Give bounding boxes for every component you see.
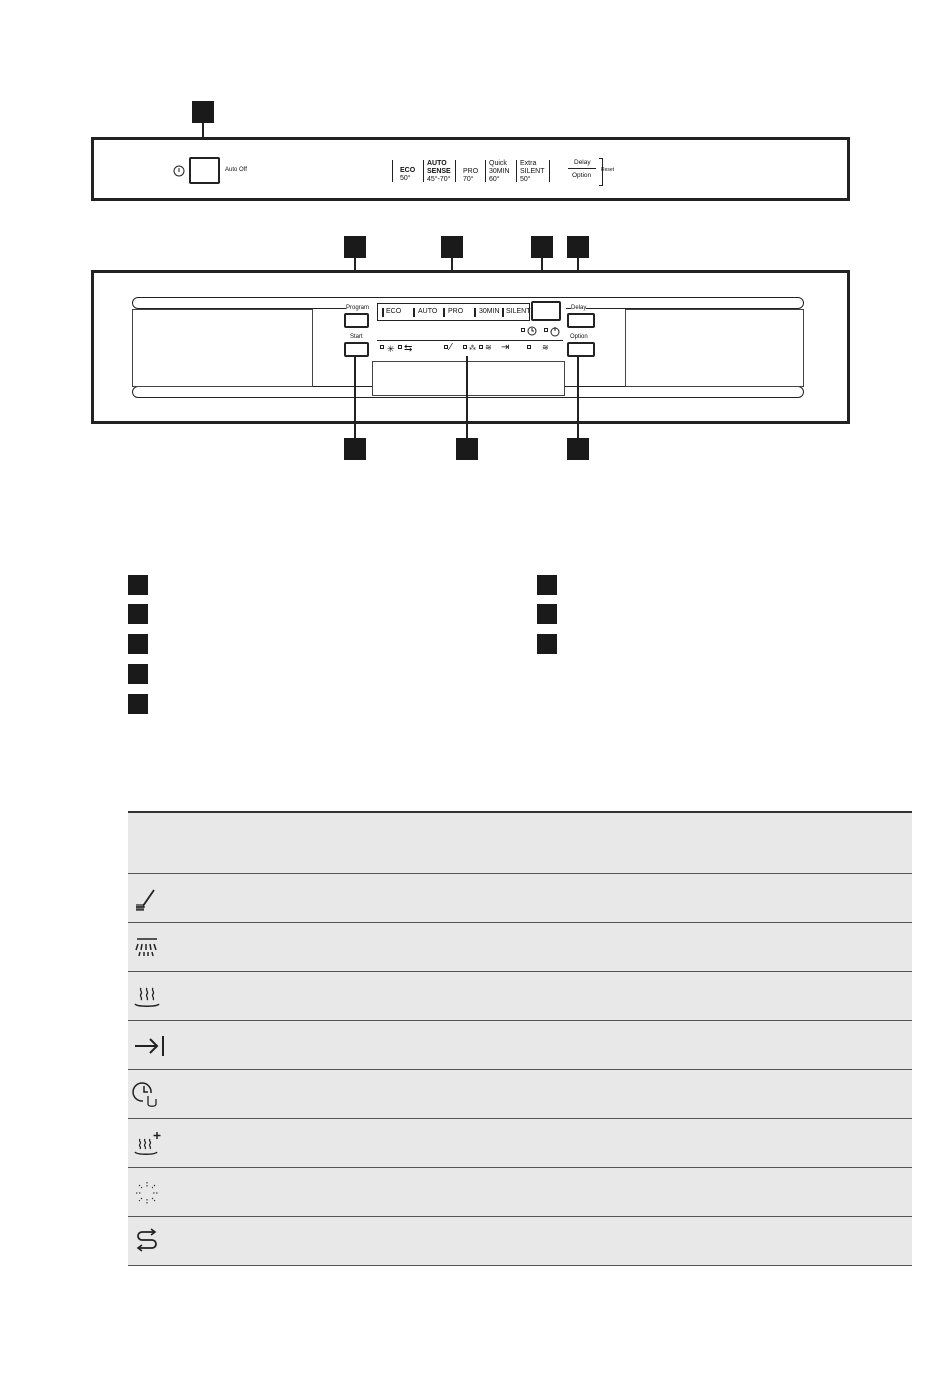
delay-label[interactable]: Delay: [574, 159, 591, 166]
legend-marker-3: [128, 634, 148, 654]
callout-leader-7: [466, 356, 468, 438]
legend-marker-4: [128, 664, 148, 684]
table-row: [128, 1119, 912, 1168]
control-panel-bottom: [91, 270, 850, 424]
table-row: [128, 1021, 912, 1070]
program-indicator-30min: [474, 308, 476, 317]
delay-option-divider: [568, 168, 596, 169]
program-quick-name: Quick 30MIN: [489, 160, 510, 175]
extra-dry-led: [527, 345, 531, 349]
right-window: [625, 309, 804, 387]
auto-off-label: Auto Off: [225, 167, 247, 173]
callout-marker-7: [456, 438, 478, 460]
callout-marker-4: [531, 236, 553, 258]
prewash-brush-icon: [132, 884, 162, 914]
program-pro-temp: 70°: [463, 176, 474, 183]
callout-marker-8: [567, 438, 589, 460]
callout-leader-8: [577, 355, 579, 438]
program-auto-sense[interactable]: [427, 160, 457, 184]
table-row: [128, 1070, 912, 1119]
program-quick-temp: 60°: [489, 176, 500, 183]
start-button-label: Start: [350, 334, 363, 340]
extra-dry-icon: ≋: [542, 343, 549, 352]
program-bar-pro: PRO: [448, 308, 464, 315]
program-separator: [392, 160, 393, 182]
program-quick[interactable]: [489, 160, 513, 184]
program-auto-sense-temp: 45°-70°: [427, 176, 451, 183]
program-separator: [549, 160, 550, 182]
drying-led: [479, 345, 483, 349]
program-separator: [455, 160, 456, 182]
program-bar-silent: SILENT: [506, 308, 531, 315]
salt-led: [398, 345, 402, 349]
timer-icon: [550, 326, 562, 338]
display-screen: [531, 301, 561, 321]
program-bar-auto: AUTO: [418, 308, 438, 315]
delay-clock-icon: [132, 1080, 162, 1110]
table-row: [128, 874, 912, 923]
option-button[interactable]: [567, 342, 595, 357]
callout-marker-1: [192, 101, 214, 123]
salt-regeneration-icon: ⇆: [404, 343, 413, 354]
program-indicator-pro: [443, 308, 445, 317]
reset-label: Reset: [601, 167, 615, 173]
program-bar-eco: ECO: [386, 308, 402, 315]
delay-button[interactable]: [567, 313, 595, 328]
program-indicator-bar: [377, 303, 530, 321]
program-extra-silent-name: Extra SILENT: [520, 160, 545, 175]
option-button-label: Option: [570, 334, 588, 340]
rinse-aid-led: [380, 345, 384, 349]
delay-clock-icon: [527, 326, 539, 338]
main-wash-spray-icon: ⁂: [469, 345, 476, 352]
callout-marker-5: [567, 236, 589, 258]
legend-marker-7: [537, 604, 557, 624]
callout-leader-6: [354, 355, 356, 438]
legend-marker-5: [128, 694, 148, 714]
program-pro[interactable]: [463, 168, 478, 184]
legend-marker-1: [128, 575, 148, 595]
program-pro-name: PRO: [463, 168, 479, 175]
extra-dry-icon: [132, 1129, 166, 1159]
table-row: [128, 1217, 912, 1266]
indicator-row: [377, 340, 563, 358]
table-header: [128, 811, 912, 874]
end-arrow-icon: [132, 1031, 166, 1061]
table-row: [128, 923, 912, 972]
callout-marker-6: [344, 438, 366, 460]
program-auto-sense-name: AUTO SENSE: [427, 160, 451, 175]
indicator-table: [128, 811, 912, 1266]
program-eco[interactable]: [400, 167, 415, 183]
program-indicator-eco: [382, 308, 384, 317]
program-separator: [516, 160, 517, 182]
lower-display: [372, 361, 565, 396]
program-indicator-silent: [502, 308, 504, 317]
main-wash-spray-icon: [132, 933, 162, 963]
end-arrow-icon: ⇥: [501, 342, 510, 353]
main-wash-led: [463, 345, 467, 349]
prewash-led: [444, 345, 448, 349]
delay-button-label: Delay: [571, 305, 587, 311]
timer-led: [544, 328, 548, 332]
salt-regeneration-icon: [132, 1227, 162, 1257]
option-label[interactable]: Option: [572, 172, 592, 179]
program-separator: [423, 160, 424, 182]
table-row: [128, 1168, 912, 1217]
left-window: [132, 309, 313, 387]
program-extra-silent[interactable]: [520, 160, 546, 184]
program-eco-temp: 50°: [400, 175, 411, 182]
program-eco-name: ECO: [400, 167, 416, 174]
callout-marker-3: [441, 236, 463, 258]
rinse-aid-icon: [132, 1178, 162, 1208]
legend-marker-6: [537, 575, 557, 595]
delay-led: [521, 328, 525, 332]
control-panel-top: [91, 137, 850, 201]
start-button[interactable]: [344, 342, 369, 357]
program-button-label: Program: [346, 305, 370, 311]
program-separator: [485, 160, 486, 182]
prewash-brush-icon: ⁄: [450, 342, 452, 353]
on-off-button[interactable]: [189, 157, 220, 184]
program-extra-silent-temp: 50°: [520, 176, 531, 183]
table-row: [128, 972, 912, 1021]
legend-marker-8: [537, 634, 557, 654]
legend-marker-2: [128, 604, 148, 624]
drying-heat-icon: [132, 982, 162, 1012]
rinse-aid-icon: ✳: [387, 344, 395, 354]
power-icon: [173, 165, 185, 177]
drying-heat-icon: ≋: [485, 343, 492, 352]
program-indicator-auto: [413, 308, 415, 317]
callout-marker-2: [344, 236, 366, 258]
program-button[interactable]: [344, 313, 369, 328]
program-bar-30min: 30MIN: [479, 308, 500, 315]
